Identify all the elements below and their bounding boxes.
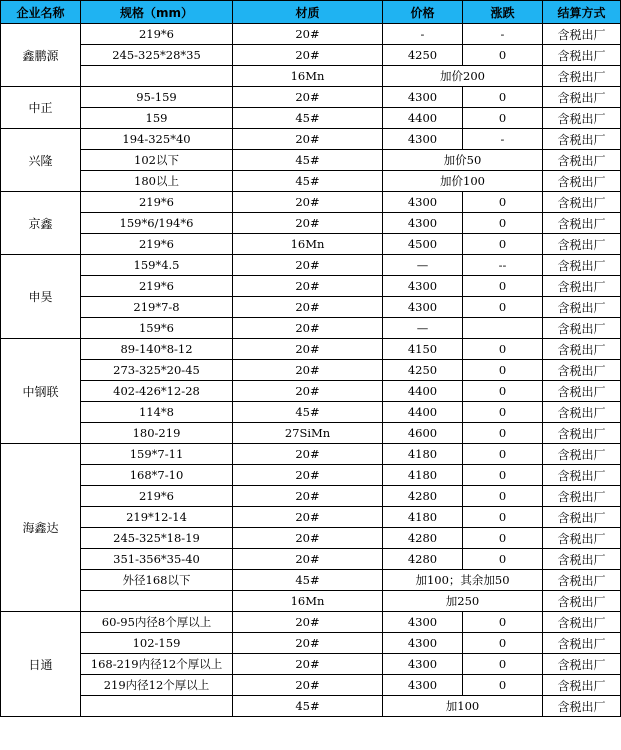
spec-cell (81, 591, 233, 612)
table-row (1, 486, 621, 507)
material-cell: 16Mn (233, 66, 383, 87)
settlement-cell: 含税出厂 (543, 654, 621, 675)
table-row (1, 213, 621, 234)
change-cell: 0 (463, 528, 543, 549)
change-cell: 0 (463, 612, 543, 633)
material-cell: 45# (233, 570, 383, 591)
spec-cell: 168*7-10 (81, 465, 233, 486)
change-cell: 0 (463, 549, 543, 570)
material-cell: 20# (233, 612, 383, 633)
price-cell: 4280 (383, 486, 463, 507)
material-cell: 20# (233, 318, 383, 339)
change-cell: 0 (463, 486, 543, 507)
settlement-cell: 含税出厂 (543, 423, 621, 444)
material-cell: 20# (233, 297, 383, 318)
spec-cell: 351-356*35-40 (81, 549, 233, 570)
table-row (1, 612, 621, 633)
settlement-cell: 含税出厂 (543, 45, 621, 66)
change-cell: -- (463, 255, 543, 276)
company-name: 中钢联 (1, 339, 81, 444)
table-row (1, 696, 621, 717)
table-body (1, 24, 621, 717)
material-cell: 20# (233, 549, 383, 570)
settlement-cell: 含税出厂 (543, 444, 621, 465)
price-cell: 4300 (383, 192, 463, 213)
price-cell: — (383, 255, 463, 276)
material-cell: 45# (233, 171, 383, 192)
table-row (1, 45, 621, 66)
price-cell: 4500 (383, 234, 463, 255)
settlement-cell: 含税出厂 (543, 276, 621, 297)
table-row (1, 150, 621, 171)
company-name: 京鑫 (1, 192, 81, 255)
settlement-cell: 含税出厂 (543, 129, 621, 150)
settlement-cell: 含税出厂 (543, 108, 621, 129)
spec-cell: 194-325*40 (81, 129, 233, 150)
table-row (1, 570, 621, 591)
material-cell: 20# (233, 507, 383, 528)
change-cell (463, 318, 543, 339)
price-cell: - (383, 24, 463, 45)
price-cell: 4300 (383, 612, 463, 633)
spec-cell (81, 696, 233, 717)
company-name: 申昊 (1, 255, 81, 339)
material-cell: 16Mn (233, 234, 383, 255)
table-row (1, 318, 621, 339)
table-row (1, 234, 621, 255)
spec-cell: 273-325*20-45 (81, 360, 233, 381)
material-cell: 27SiMn (233, 423, 383, 444)
material-cell: 20# (233, 675, 383, 696)
price-note-cell: 加价50 (383, 150, 543, 171)
material-cell: 20# (233, 381, 383, 402)
price-cell: 4280 (383, 549, 463, 570)
spec-cell: 102-159 (81, 633, 233, 654)
spec-cell: 114*8 (81, 402, 233, 423)
company-name: 鑫鹏源 (1, 24, 81, 87)
price-cell: — (383, 318, 463, 339)
spec-cell: 159*6/194*6 (81, 213, 233, 234)
price-cell: 4300 (383, 675, 463, 696)
price-note-cell: 加价100 (383, 171, 543, 192)
material-cell: 20# (233, 528, 383, 549)
change-cell: 0 (463, 234, 543, 255)
table-row (1, 24, 621, 45)
change-cell: 0 (463, 444, 543, 465)
price-cell: 4300 (383, 87, 463, 108)
settlement-cell: 含税出厂 (543, 171, 621, 192)
material-cell: 20# (233, 129, 383, 150)
table-row (1, 402, 621, 423)
price-cell: 4250 (383, 45, 463, 66)
spec-cell: 245-325*28*35 (81, 45, 233, 66)
header-material: 材质 (233, 1, 383, 24)
table-row (1, 633, 621, 654)
settlement-cell: 含税出厂 (543, 549, 621, 570)
material-cell: 20# (233, 360, 383, 381)
change-cell: 0 (463, 87, 543, 108)
header-change: 涨跌 (463, 1, 543, 24)
material-cell: 45# (233, 108, 383, 129)
settlement-cell: 含税出厂 (543, 255, 621, 276)
header-settlement: 结算方式 (543, 1, 621, 24)
settlement-cell: 含税出厂 (543, 213, 621, 234)
spec-cell: 180以上 (81, 171, 233, 192)
material-cell: 45# (233, 696, 383, 717)
material-cell: 20# (233, 633, 383, 654)
change-cell: - (463, 24, 543, 45)
table-row (1, 276, 621, 297)
settlement-cell: 含税出厂 (543, 339, 621, 360)
settlement-cell: 含税出厂 (543, 150, 621, 171)
settlement-cell: 含税出厂 (543, 297, 621, 318)
price-cell: 4300 (383, 633, 463, 654)
spec-cell: 219*6 (81, 192, 233, 213)
table-row (1, 465, 621, 486)
change-cell: 0 (463, 675, 543, 696)
change-cell: 0 (463, 213, 543, 234)
table-header (1, 1, 621, 24)
table-row (1, 171, 621, 192)
company-name: 兴隆 (1, 129, 81, 192)
material-cell: 16Mn (233, 591, 383, 612)
table-row (1, 444, 621, 465)
table-row (1, 192, 621, 213)
change-cell: 0 (463, 654, 543, 675)
table-row (1, 423, 621, 444)
price-note-cell: 加100；其余加50 (383, 570, 543, 591)
change-cell: 0 (463, 423, 543, 444)
change-cell: 0 (463, 381, 543, 402)
material-cell: 45# (233, 150, 383, 171)
material-cell: 20# (233, 45, 383, 66)
table-row (1, 675, 621, 696)
settlement-cell: 含税出厂 (543, 66, 621, 87)
change-cell: 0 (463, 276, 543, 297)
table-row (1, 360, 621, 381)
spec-cell: 168-219内径12个厚以上 (81, 654, 233, 675)
price-cell: 4300 (383, 129, 463, 150)
spec-cell: 402-426*12-28 (81, 381, 233, 402)
table-row (1, 66, 621, 87)
settlement-cell: 含税出厂 (543, 633, 621, 654)
material-cell: 20# (233, 87, 383, 108)
settlement-cell: 含税出厂 (543, 591, 621, 612)
material-cell: 20# (233, 276, 383, 297)
spec-cell: 外径168以下 (81, 570, 233, 591)
settlement-cell: 含税出厂 (543, 486, 621, 507)
settlement-cell: 含税出厂 (543, 24, 621, 45)
spec-cell: 219内径12个厚以上 (81, 675, 233, 696)
price-cell: 4300 (383, 297, 463, 318)
price-cell: 4180 (383, 465, 463, 486)
header-spec: 规格（mm） (81, 1, 233, 24)
settlement-cell: 含税出厂 (543, 675, 621, 696)
price-cell: 4300 (383, 654, 463, 675)
material-cell: 20# (233, 213, 383, 234)
table-row (1, 129, 621, 150)
company-name: 海鑫达 (1, 444, 81, 612)
spec-cell: 219*12-14 (81, 507, 233, 528)
material-cell: 45# (233, 402, 383, 423)
price-note-cell: 加100 (383, 696, 543, 717)
change-cell: 0 (463, 360, 543, 381)
table-row (1, 297, 621, 318)
material-cell: 20# (233, 339, 383, 360)
settlement-cell: 含税出厂 (543, 507, 621, 528)
settlement-cell: 含税出厂 (543, 570, 621, 591)
change-cell: 0 (463, 465, 543, 486)
spec-cell: 219*7-8 (81, 297, 233, 318)
settlement-cell: 含税出厂 (543, 192, 621, 213)
spec-cell: 219*6 (81, 486, 233, 507)
settlement-cell: 含税出厂 (543, 234, 621, 255)
price-cell: 4600 (383, 423, 463, 444)
price-cell: 4400 (383, 402, 463, 423)
spec-cell: 159*4.5 (81, 255, 233, 276)
spec-cell: 159 (81, 108, 233, 129)
table-row (1, 108, 621, 129)
material-cell: 20# (233, 465, 383, 486)
material-cell: 20# (233, 255, 383, 276)
price-cell: 4150 (383, 339, 463, 360)
company-name: 日通 (1, 612, 81, 717)
spec-cell: 245-325*18-19 (81, 528, 233, 549)
price-cell: 4280 (383, 528, 463, 549)
table-row (1, 255, 621, 276)
change-cell: - (463, 129, 543, 150)
table-row (1, 507, 621, 528)
table-row (1, 549, 621, 570)
table-row (1, 654, 621, 675)
spec-cell: 219*6 (81, 276, 233, 297)
material-cell: 20# (233, 444, 383, 465)
spec-cell: 89-140*8-12 (81, 339, 233, 360)
settlement-cell: 含税出厂 (543, 696, 621, 717)
spec-cell: 219*6 (81, 234, 233, 255)
settlement-cell: 含税出厂 (543, 318, 621, 339)
change-cell: 0 (463, 108, 543, 129)
company-name: 中正 (1, 87, 81, 129)
change-cell: 0 (463, 507, 543, 528)
table-row (1, 381, 621, 402)
settlement-cell: 含税出厂 (543, 612, 621, 633)
table-row (1, 87, 621, 108)
price-cell: 4300 (383, 276, 463, 297)
settlement-cell: 含税出厂 (543, 465, 621, 486)
spec-cell: 219*6 (81, 24, 233, 45)
spec-cell: 60-95内径8个厚以上 (81, 612, 233, 633)
table-row (1, 339, 621, 360)
header-company: 企业名称 (1, 1, 81, 24)
header-row (1, 1, 621, 24)
price-cell: 4250 (383, 360, 463, 381)
material-cell: 20# (233, 486, 383, 507)
header-price: 价格 (383, 1, 463, 24)
settlement-cell: 含税出厂 (543, 381, 621, 402)
table-row (1, 528, 621, 549)
change-cell: 0 (463, 402, 543, 423)
spec-cell: 102以下 (81, 150, 233, 171)
material-cell: 20# (233, 192, 383, 213)
price-cell: 4400 (383, 108, 463, 129)
price-note-cell: 加价200 (383, 66, 543, 87)
change-cell: 0 (463, 339, 543, 360)
change-cell: 0 (463, 45, 543, 66)
material-cell: 20# (233, 654, 383, 675)
settlement-cell: 含税出厂 (543, 360, 621, 381)
price-cell: 4180 (383, 507, 463, 528)
price-note-cell: 加250 (383, 591, 543, 612)
spec-cell: 159*6 (81, 318, 233, 339)
change-cell: 0 (463, 297, 543, 318)
change-cell: 0 (463, 633, 543, 654)
price-cell: 4300 (383, 213, 463, 234)
settlement-cell: 含税出厂 (543, 528, 621, 549)
change-cell: 0 (463, 192, 543, 213)
spec-cell (81, 66, 233, 87)
settlement-cell: 含税出厂 (543, 87, 621, 108)
spec-cell: 180-219 (81, 423, 233, 444)
material-cell: 20# (233, 24, 383, 45)
price-cell: 4180 (383, 444, 463, 465)
spec-cell: 159*7-11 (81, 444, 233, 465)
price-cell: 4400 (383, 381, 463, 402)
spec-cell: 95-159 (81, 87, 233, 108)
settlement-cell: 含税出厂 (543, 402, 621, 423)
table-row (1, 591, 621, 612)
